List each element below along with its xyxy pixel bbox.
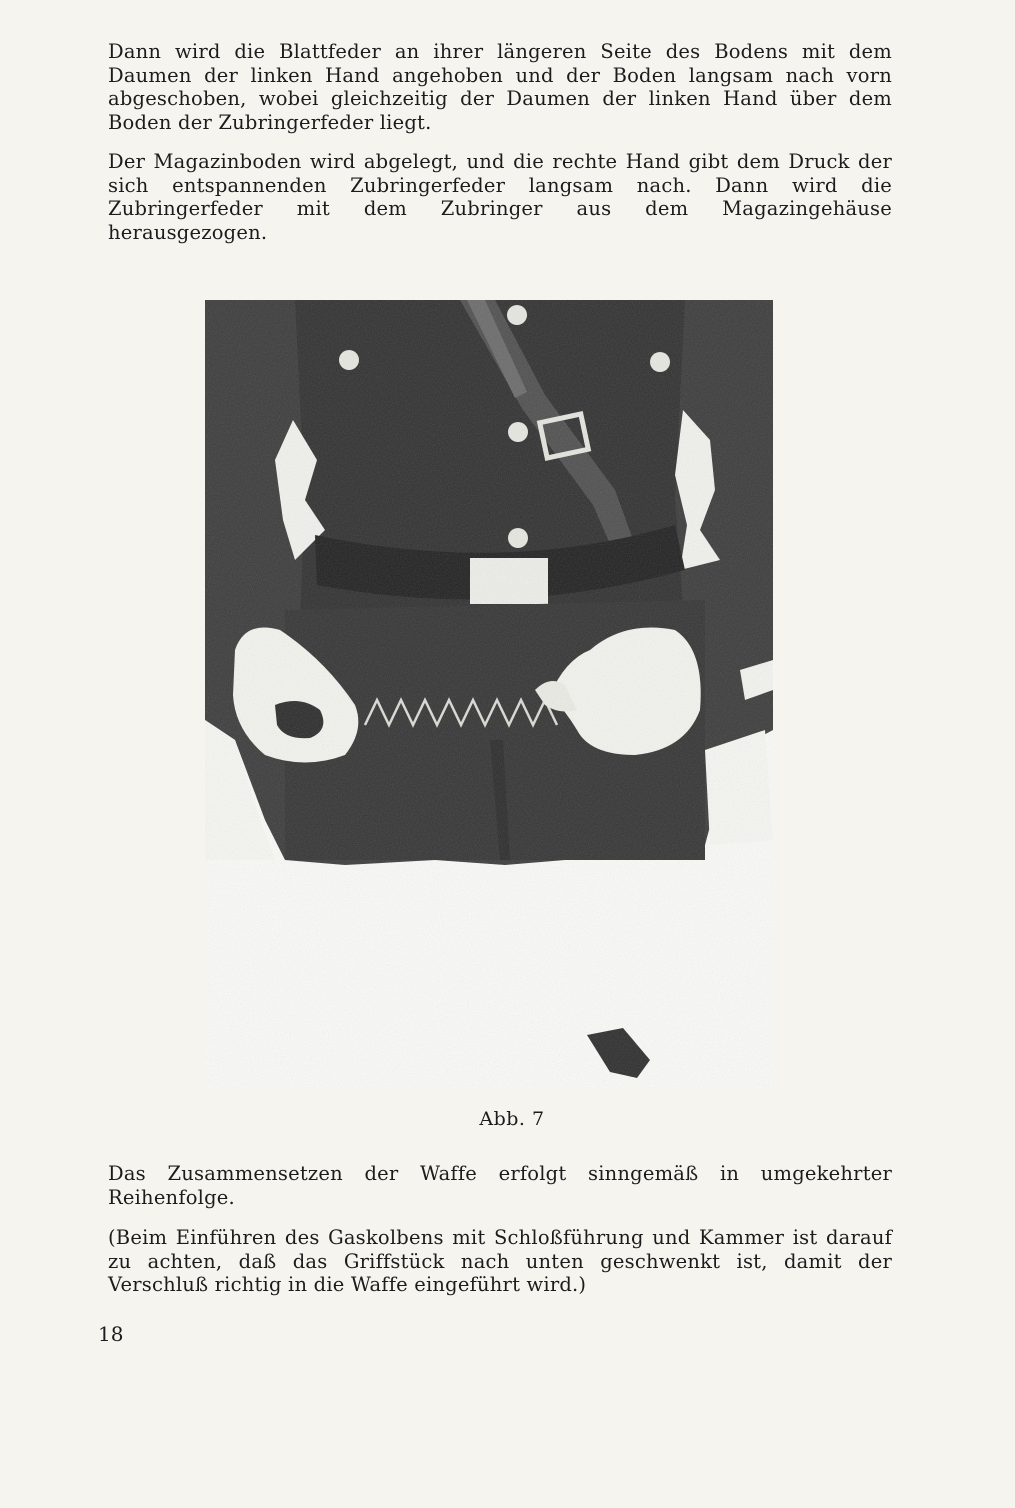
paragraph-1: Dann wird die Blattfeder an ihrer längeren Seite des Bodens mit dem Daumen der linken Hand angehoben und der Boden langsam nach vorn abgeschoben, wobei gleichzeitig der Daumen der linken Hand über dem Boden der Zubringerfeder liegt. xyxy=(108,40,892,134)
page-number: 18 xyxy=(98,1322,124,1346)
figure-caption: Abb. 7 xyxy=(479,1108,545,1130)
paragraph-2: Der Magazinboden wird abgelegt, und die rechte Hand gibt dem Druck der sich entspannenden Zubringerfeder langsam nach. Dann wird die Zubringerfeder mit dem Zubringer aus dem Magazingehäuse herausgezogen. xyxy=(108,150,892,244)
figure-photo xyxy=(205,300,773,1088)
paragraph-4: (Beim Einführen des Gaskolbens mit Schloßführung und Kammer ist darauf zu achten, daß das Griffstück nach unten geschwenkt ist, damit der Verschluß richtig in die Waffe eingeführt wird.) xyxy=(108,1226,892,1296)
paragraph-3: Das Zusammensetzen der Waffe erfolgt sinngemäß in umgekehrter Reihenfolge. xyxy=(108,1162,892,1209)
